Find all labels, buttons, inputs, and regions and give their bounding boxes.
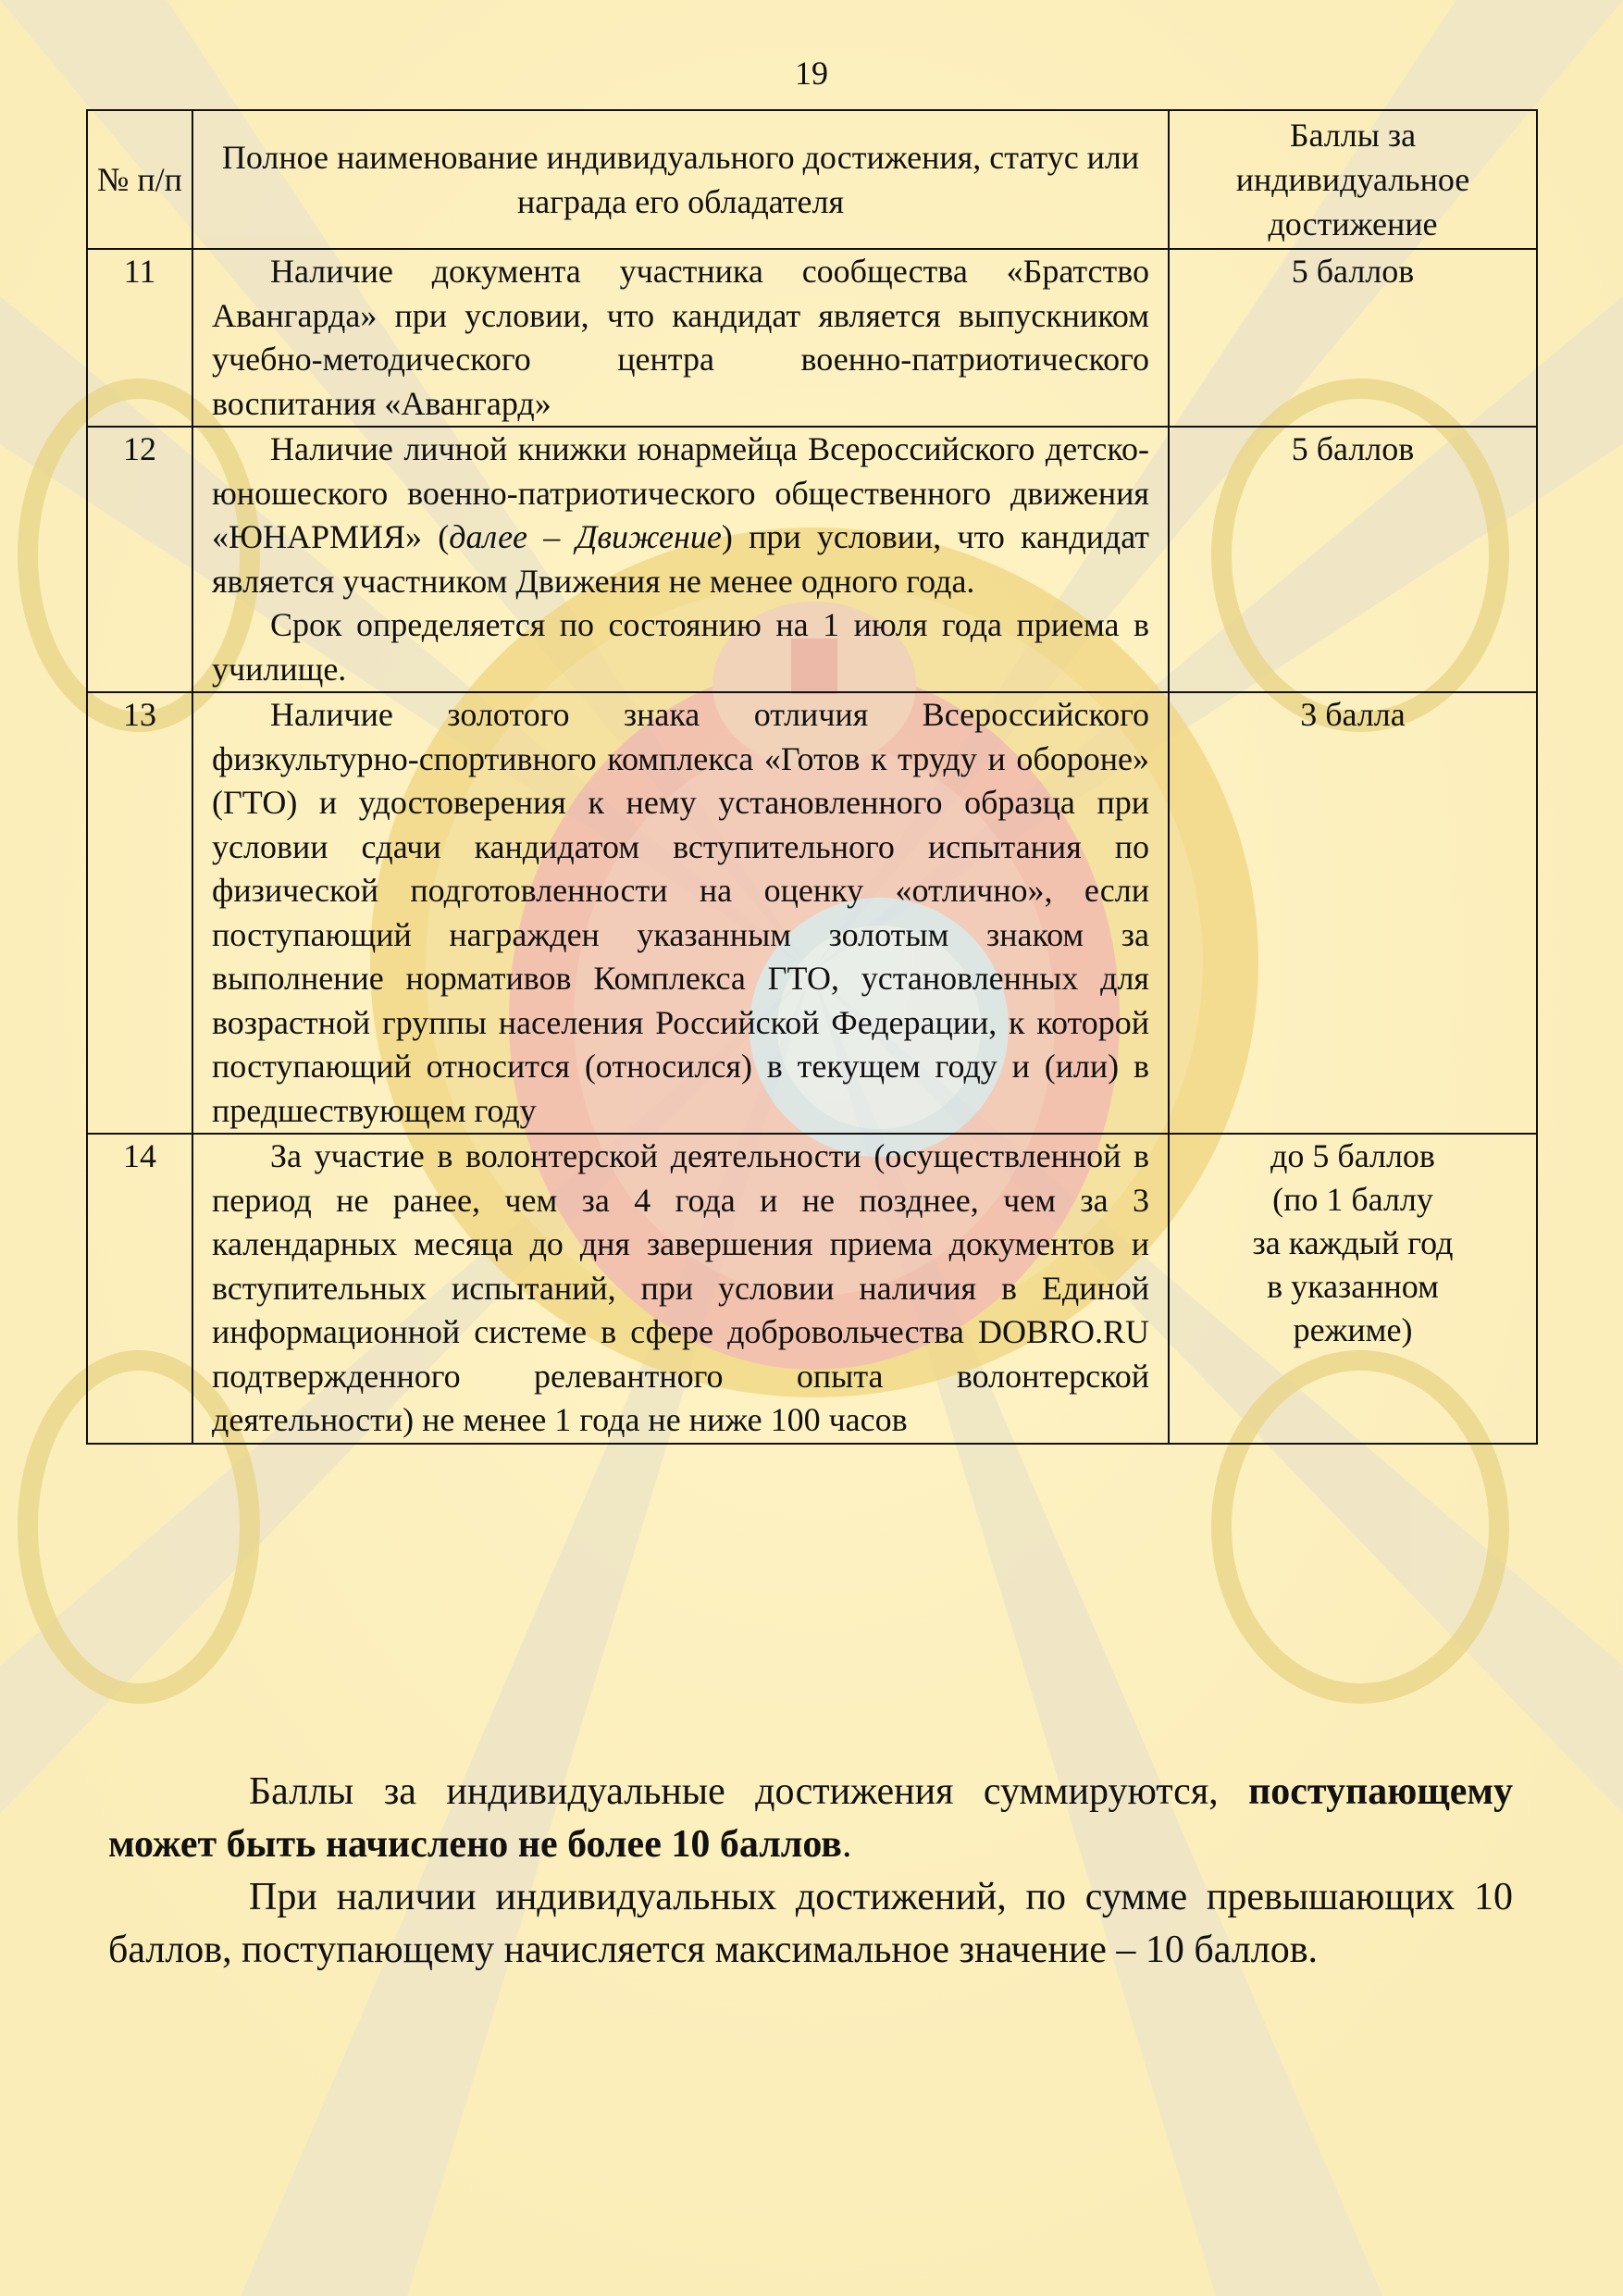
header-number-label: № п/п xyxy=(97,161,182,198)
row-number: 12 xyxy=(87,427,192,692)
row-description xyxy=(192,249,1169,427)
summary-paragraph: При наличии индивидуальных достижений, по сумме превышающих 10 баллов, поступающему начисляется максимальное значение – 10 баллов. xyxy=(108,1876,1513,1971)
row-description xyxy=(192,427,1169,692)
row-paragraph: Срок определяется по состоянию на 1 июля года приема в училище. xyxy=(212,606,1149,688)
header-name xyxy=(192,110,1169,249)
summary-text-part: . xyxy=(841,1823,852,1866)
row-score-line: (по 1 баллу xyxy=(1272,1181,1433,1218)
row-score: 3 балла xyxy=(1169,692,1537,1134)
row-paragraph: Наличие золотого знака отличия Всероссийского физкультурно-спортивного комплекса «Готов к труду и обороне» (ГТО) и удостоверения к нему установленного образца при условии сдачи кандидатом вступительного испытания по физической подготовленности на оценку «отлично», если поступающий награжден указанным золотым знаком за выполнение нормативов Комплекса ГТО, установленных для возрастной группы населения Российской Федерации, к которой поступающий относится (относился) в текущем году и (или) в предшествующем году xyxy=(212,696,1149,1129)
row-paragraph: За участие в волонтерской деятельности (осуществленной в период не ранее, чем за 4 года и не позднее, чем за 3 календарных месяца до дня завершения приема документов и вступительных испытаний, при условии наличия в Единой информационной системе в сфере добровольчества DOBRO.RU подтвержденного релевантного опыта волонтерской деятельности) не менее 1 года не ниже 100 часов xyxy=(212,1137,1149,1438)
row-number: 13 xyxy=(87,692,192,1134)
row-paragraph xyxy=(212,428,1149,603)
header-score-label: Баллы за индивидуальное достижение xyxy=(1235,117,1470,242)
table-row xyxy=(87,692,1537,1134)
header-number xyxy=(87,110,192,249)
row-description xyxy=(192,1134,1169,1444)
summary-bold-text: поступающему может быть начислено не более 10 баллов xyxy=(108,1770,1513,1866)
row-paragraph-text: ) при условии, что кандидат является участником Движения не менее одного года. xyxy=(212,518,1150,600)
table-row xyxy=(87,1134,1537,1444)
row-score-line: в указанном xyxy=(1267,1268,1439,1305)
row-description xyxy=(192,692,1169,1134)
individual-achievements-table xyxy=(86,109,1538,1445)
header-name-label: Полное наименование индивидуального достижения, статус или награда его обладателя xyxy=(221,139,1140,220)
row-score-line: за каждый год xyxy=(1252,1224,1454,1261)
row-score-line: до 5 баллов xyxy=(1270,1137,1435,1174)
table-row xyxy=(87,427,1537,692)
row-number: 11 xyxy=(87,249,192,427)
row-paragraph-text: Наличие личной книжки юнармейца Всероссийского детско-юношеского военно-патриотического общественного движения «ЮНАРМИЯ» ( xyxy=(212,430,1149,555)
summary-paragraph xyxy=(108,1766,1513,1871)
summary-text xyxy=(108,1766,1513,1977)
row-paragraph-italic: далее – Движение xyxy=(449,518,722,555)
row-score xyxy=(1169,1134,1537,1444)
row-score: 5 баллов xyxy=(1169,427,1537,692)
table-row xyxy=(87,249,1537,427)
table-header-row xyxy=(87,110,1537,249)
row-number: 14 xyxy=(87,1134,192,1444)
summary-text-part: Баллы за индивидуальные достижения суммируются, xyxy=(249,1770,1249,1813)
row-paragraph: Наличие документа участника сообщества «Братство Авангарда» при условии, что кандидат является выпускником учебно-методического центра военно-патриотического воспитания «Авангард» xyxy=(212,253,1149,422)
header-score xyxy=(1169,110,1537,249)
row-score-line: режиме) xyxy=(1293,1311,1413,1348)
row-score: 5 баллов xyxy=(1169,249,1537,427)
page-number: 19 xyxy=(795,55,828,92)
